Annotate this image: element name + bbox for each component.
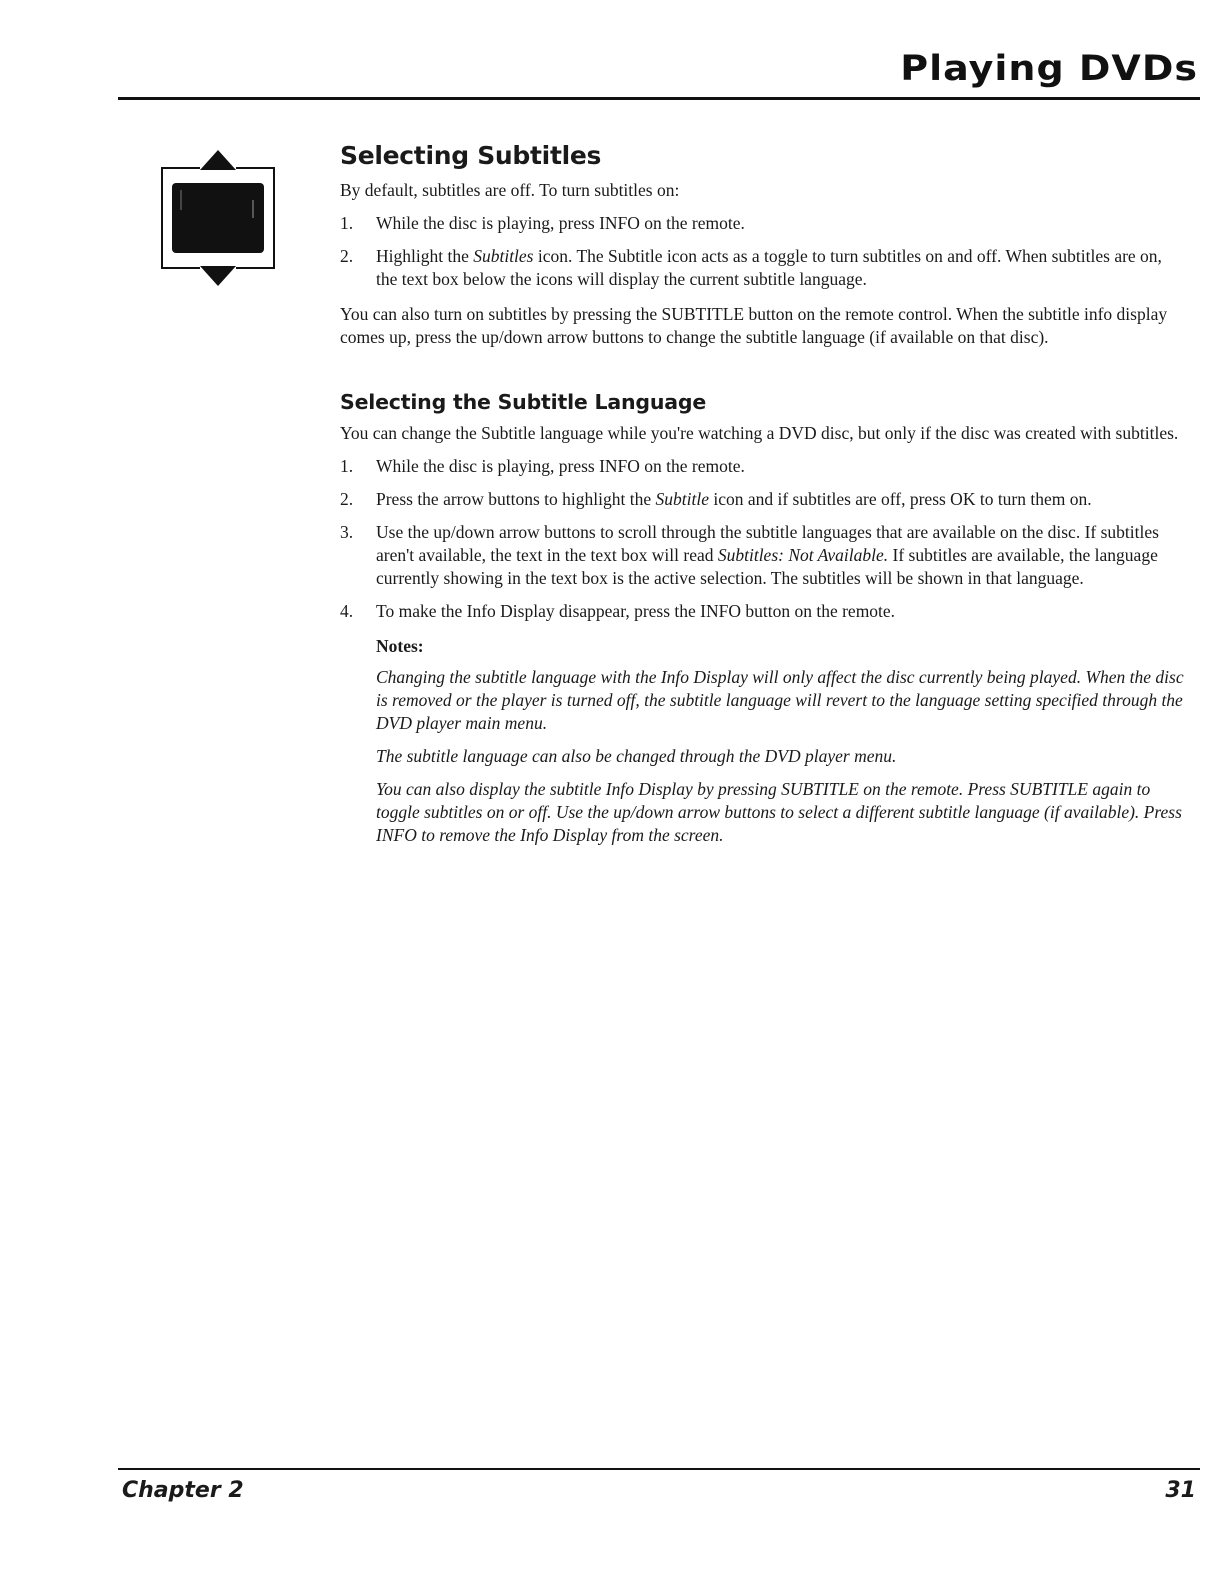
- step-number: 2.: [340, 489, 354, 509]
- footer-page-number: 31: [1165, 1478, 1196, 1503]
- section1-steps: [340, 212, 1185, 291]
- step-text-cont: icon and if subtitles are off, press OK to turn them on.: [708, 489, 1092, 509]
- section-title-subtitle-language: Selecting the Subtitle Language: [340, 390, 707, 414]
- list-item: [340, 600, 1185, 623]
- footer-chapter: Chapter 2: [122, 1478, 244, 1503]
- step-number: 2.: [340, 246, 354, 266]
- list-item: [340, 455, 1185, 478]
- note-item: Changing the subtitle language with the Info Display will only affect the disc currently being played. When the disc is removed or the player is turned off, the subtitle language will revert to the language setting specified through the DVD player main menu.: [376, 667, 1184, 733]
- section1-intro: By default, subtitles are off. To turn subtitles on:: [340, 180, 680, 200]
- page-header-title: Playing DVDs: [900, 47, 1198, 89]
- note-item: The subtitle language can also be changed through the DVD player menu.: [376, 746, 897, 766]
- note-item: You can also display the subtitle Info Display by pressing SUBTITLE on the remote. Press SUBTITLE again to toggle subtitles on or off. Use the up/down arrow buttons to select a different subtitle language (if available). Press INFO to remove the Info Display from the screen.: [376, 779, 1182, 845]
- section1-paragraph: You can also turn on subtitles by pressing the SUBTITLE button on the remote control. When the subtitle info display comes up, press the up/down arrow buttons to change the subtitle language (if available on that disc).: [340, 304, 1168, 347]
- list-item: [340, 521, 1185, 590]
- step-number: 3.: [340, 522, 354, 542]
- step-number: 1.: [340, 213, 354, 233]
- subtitle-scroll-icon: [160, 148, 278, 288]
- step-number: 4.: [340, 601, 354, 621]
- step-text-cont: icon. The Subtitle icon acts as a toggle to turn subtitles on and off. When subtitles are on, the text box below the icons will display the current subtitle language.: [376, 246, 1162, 289]
- step-emphasis: Subtitles: [473, 246, 534, 266]
- step-number: 1.: [340, 456, 354, 476]
- main-content: [340, 140, 1185, 857]
- step-text: Press the arrow buttons to highlight the: [376, 489, 656, 509]
- header-rule: [118, 97, 1200, 100]
- step-text: To make the Info Display disappear, press the INFO button on the remote.: [376, 601, 896, 621]
- step-text: While the disc is playing, press INFO on the remote.: [376, 213, 745, 233]
- step-emphasis: Subtitles: Not Available.: [717, 545, 889, 565]
- section-title-selecting-subtitles: Selecting Subtitles: [340, 141, 602, 170]
- step-text-cont: If subtitles are available, the language currently showing in the text box is the active selection. The subtitles will be shown in that language.: [376, 545, 1158, 588]
- section2-steps: [340, 455, 1185, 623]
- step-emphasis: Subtitle: [655, 489, 709, 509]
- footer-rule: [118, 1468, 1200, 1470]
- step-text: While the disc is playing, press INFO on the remote.: [376, 456, 745, 476]
- list-item: [340, 488, 1185, 511]
- notes-label: Notes:: [376, 636, 424, 656]
- list-item: [340, 245, 1185, 291]
- step-text: Use the up/down arrow buttons to scroll through the subtitle languages that are available on the disc. If subtitles aren't available, the text in the text box will read: [376, 522, 1159, 565]
- step-text: Highlight the: [376, 246, 474, 266]
- section2-intro: You can change the Subtitle language while you're watching a DVD disc, but only if the disc was created with subtitles.: [340, 423, 1179, 443]
- list-item: [340, 212, 1185, 235]
